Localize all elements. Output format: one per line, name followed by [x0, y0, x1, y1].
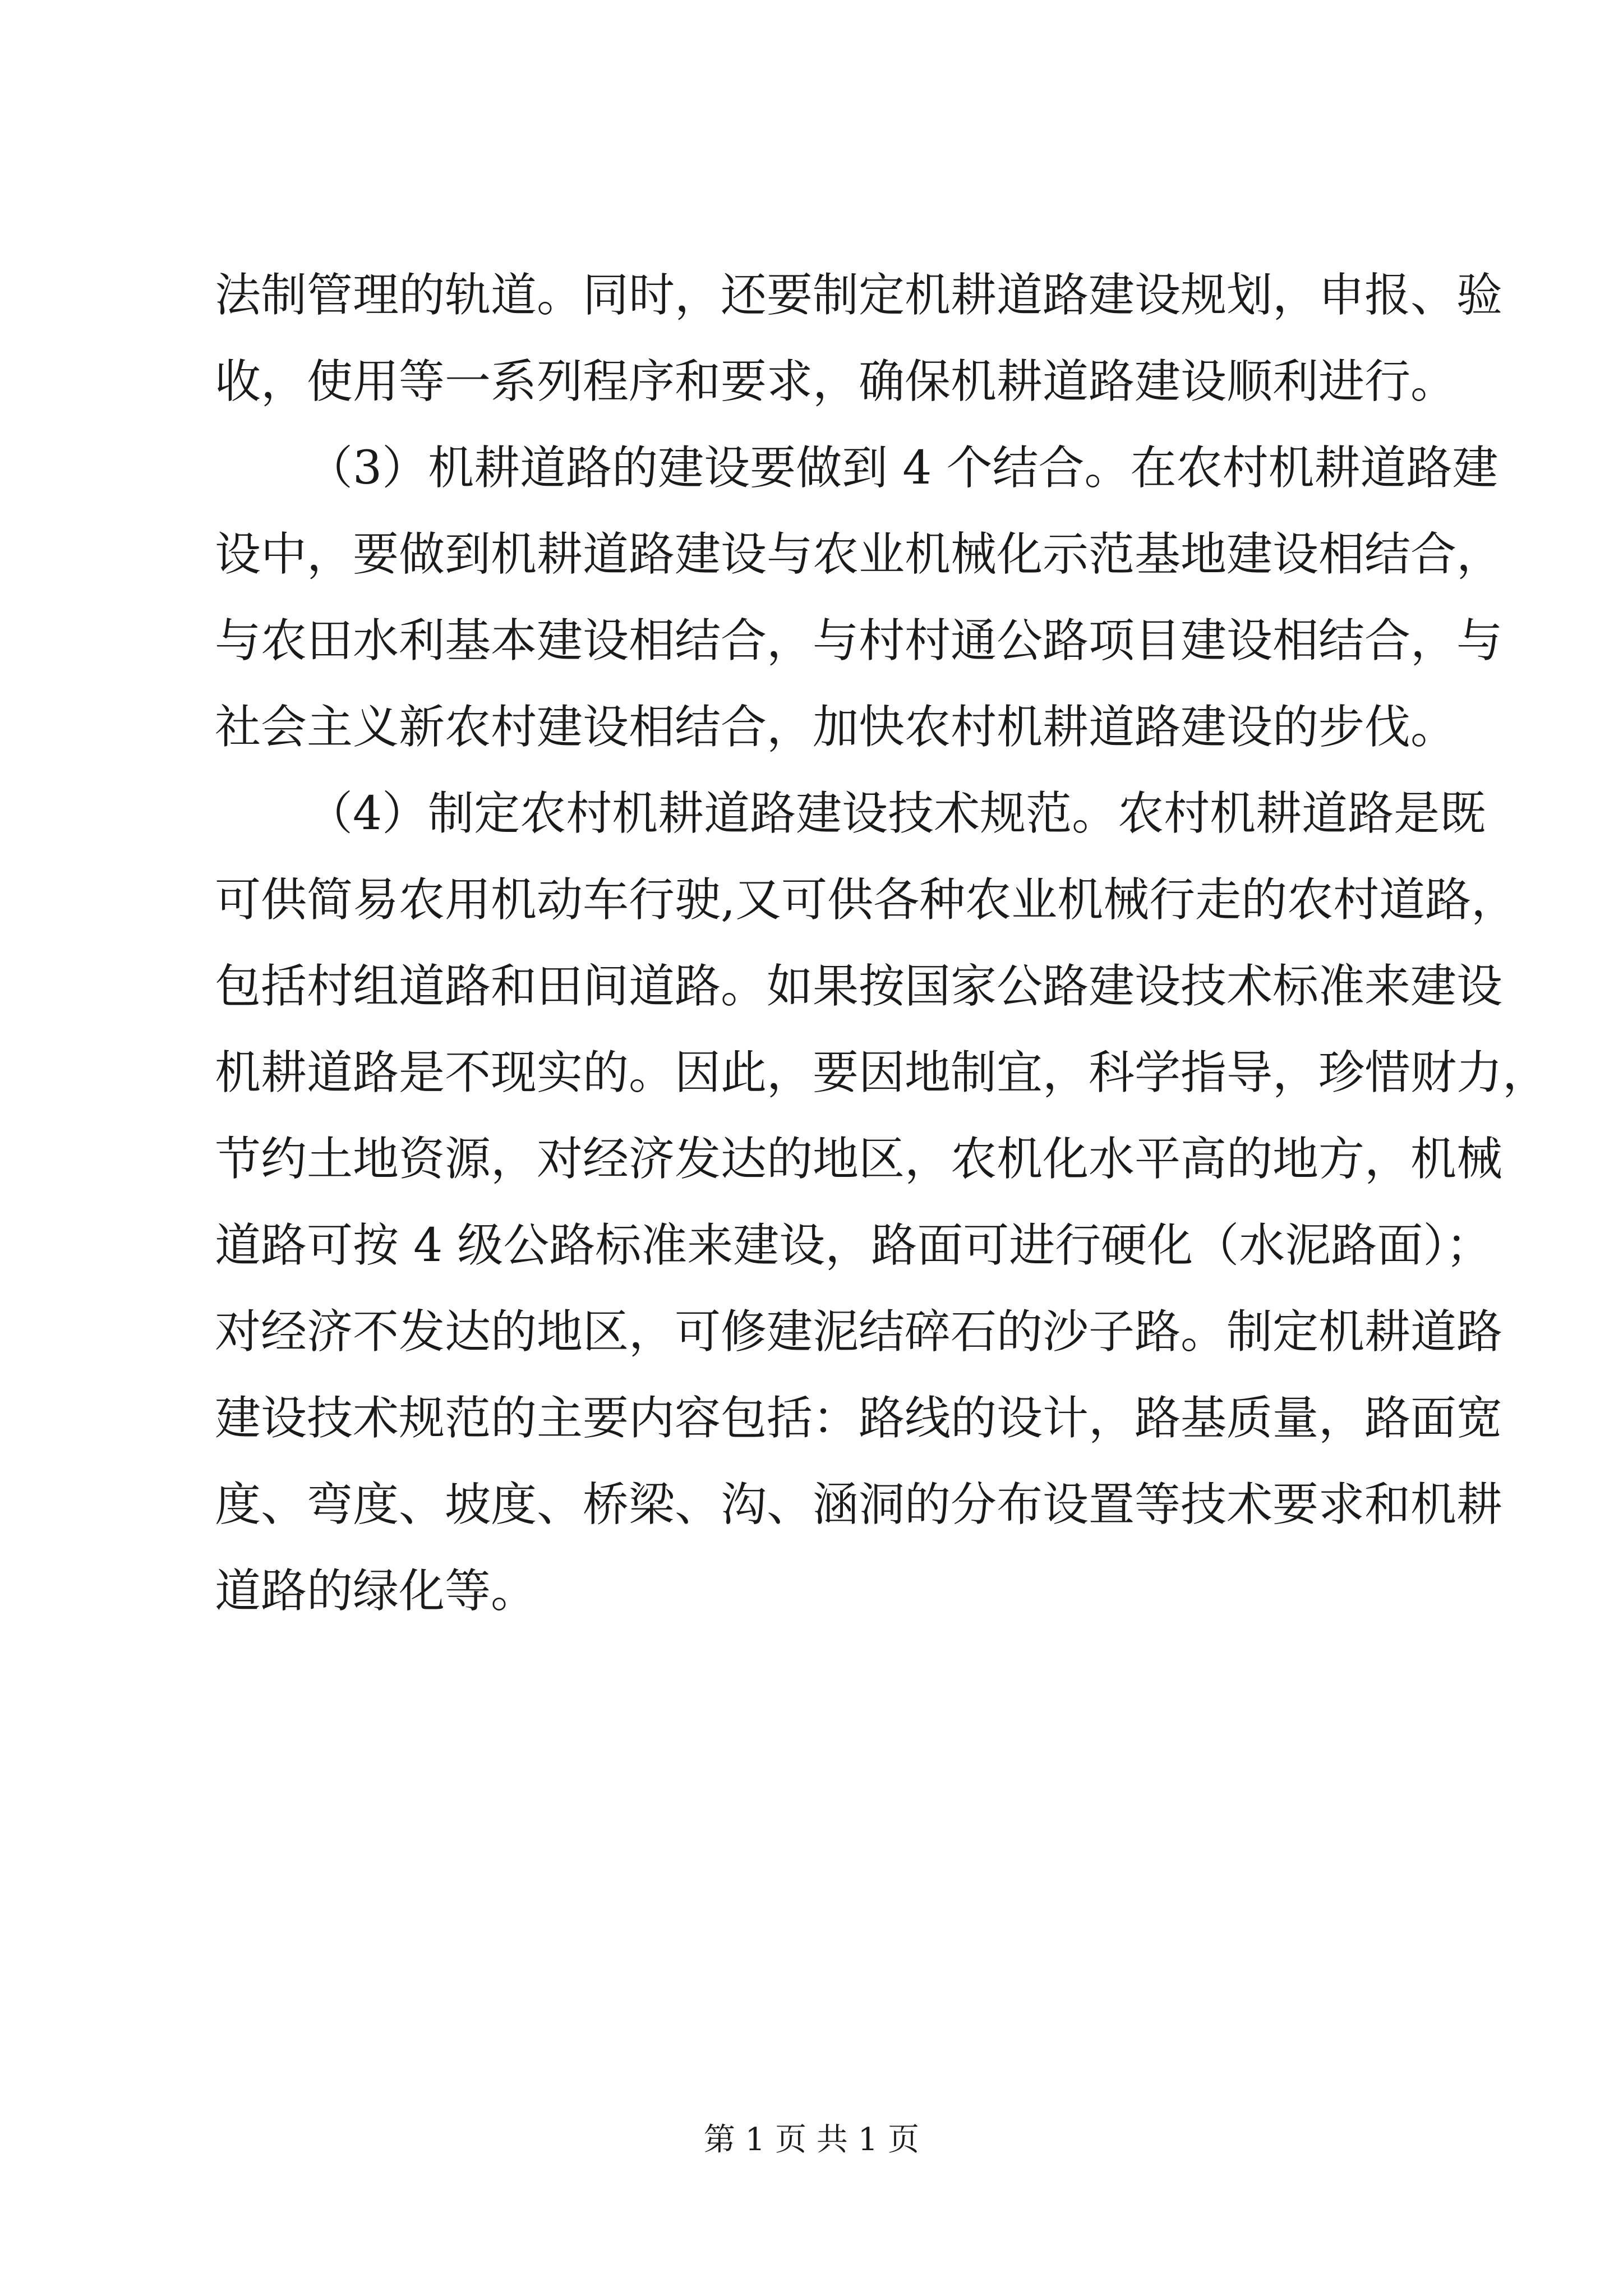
paragraph-line: 可供简易农用机动车行驶,又可供各种农业机械行走的农村道路，: [215, 873, 1518, 927]
paragraph-line: 对经济不发达的地区，可修建泥结碎石的沙子路。制定机耕道路: [215, 1305, 1503, 1359]
paragraph-1: [215, 252, 1503, 425]
page-number-footer: 第 1 页 共 1 页: [703, 2122, 920, 2158]
paragraph-line: 包括村组道路和田间道路。如果按国家公路建设技术标准来建设: [215, 960, 1503, 1013]
paragraph-2: [215, 425, 1503, 771]
paragraph-line: 道路可按 4 级公路标准来建设，路面可进行硬化（水泥路面）；: [215, 1219, 1492, 1272]
paragraph-line: 度、弯度、坡度、桥梁、沟、涵洞的分布设置等技术要求和机耕: [215, 1478, 1503, 1531]
paragraph-line: 节约土地资源，对经济发达的地区，农机化水平高的地方，机械: [215, 1133, 1503, 1186]
paragraph-line: 机耕道路是不现实的。因此，要因地制宜，科学指导，珍惜财力，: [215, 1046, 1549, 1099]
paragraph-line: （4）制定农村机耕道路建设技术规范。农村机耕道路是既: [307, 787, 1486, 840]
paragraph-line: 法制管理的轨道。同时，还要制定机耕道路建设规划，申报、验: [215, 269, 1503, 322]
paragraph-line: 建设技术规范的主要内容包括：路线的设计，路基质量，路面宽: [215, 1392, 1503, 1445]
body-text: [215, 252, 1549, 1635]
paragraph-3: [215, 771, 1549, 1635]
paragraph-line: 收，使用等一系列程序和要求，确保机耕道路建设顺利进行。: [215, 355, 1457, 408]
paragraph-line: 设中，要做到机耕道路建设与农业机械化示范基地建设相结合，: [215, 528, 1503, 581]
paragraph-line: 道路的绿化等。: [215, 1565, 537, 1618]
paragraph-line: （3）机耕道路的建设要做到 4 个结合。在农村机耕道路建: [307, 441, 1498, 495]
paragraph-line: 与农田水利基本建设相结合，与村村通公路项目建设相结合，与: [215, 614, 1503, 668]
paragraph-line: 社会主义新农村建设相结合，加快农村机耕道路建设的步伐。: [215, 701, 1457, 754]
